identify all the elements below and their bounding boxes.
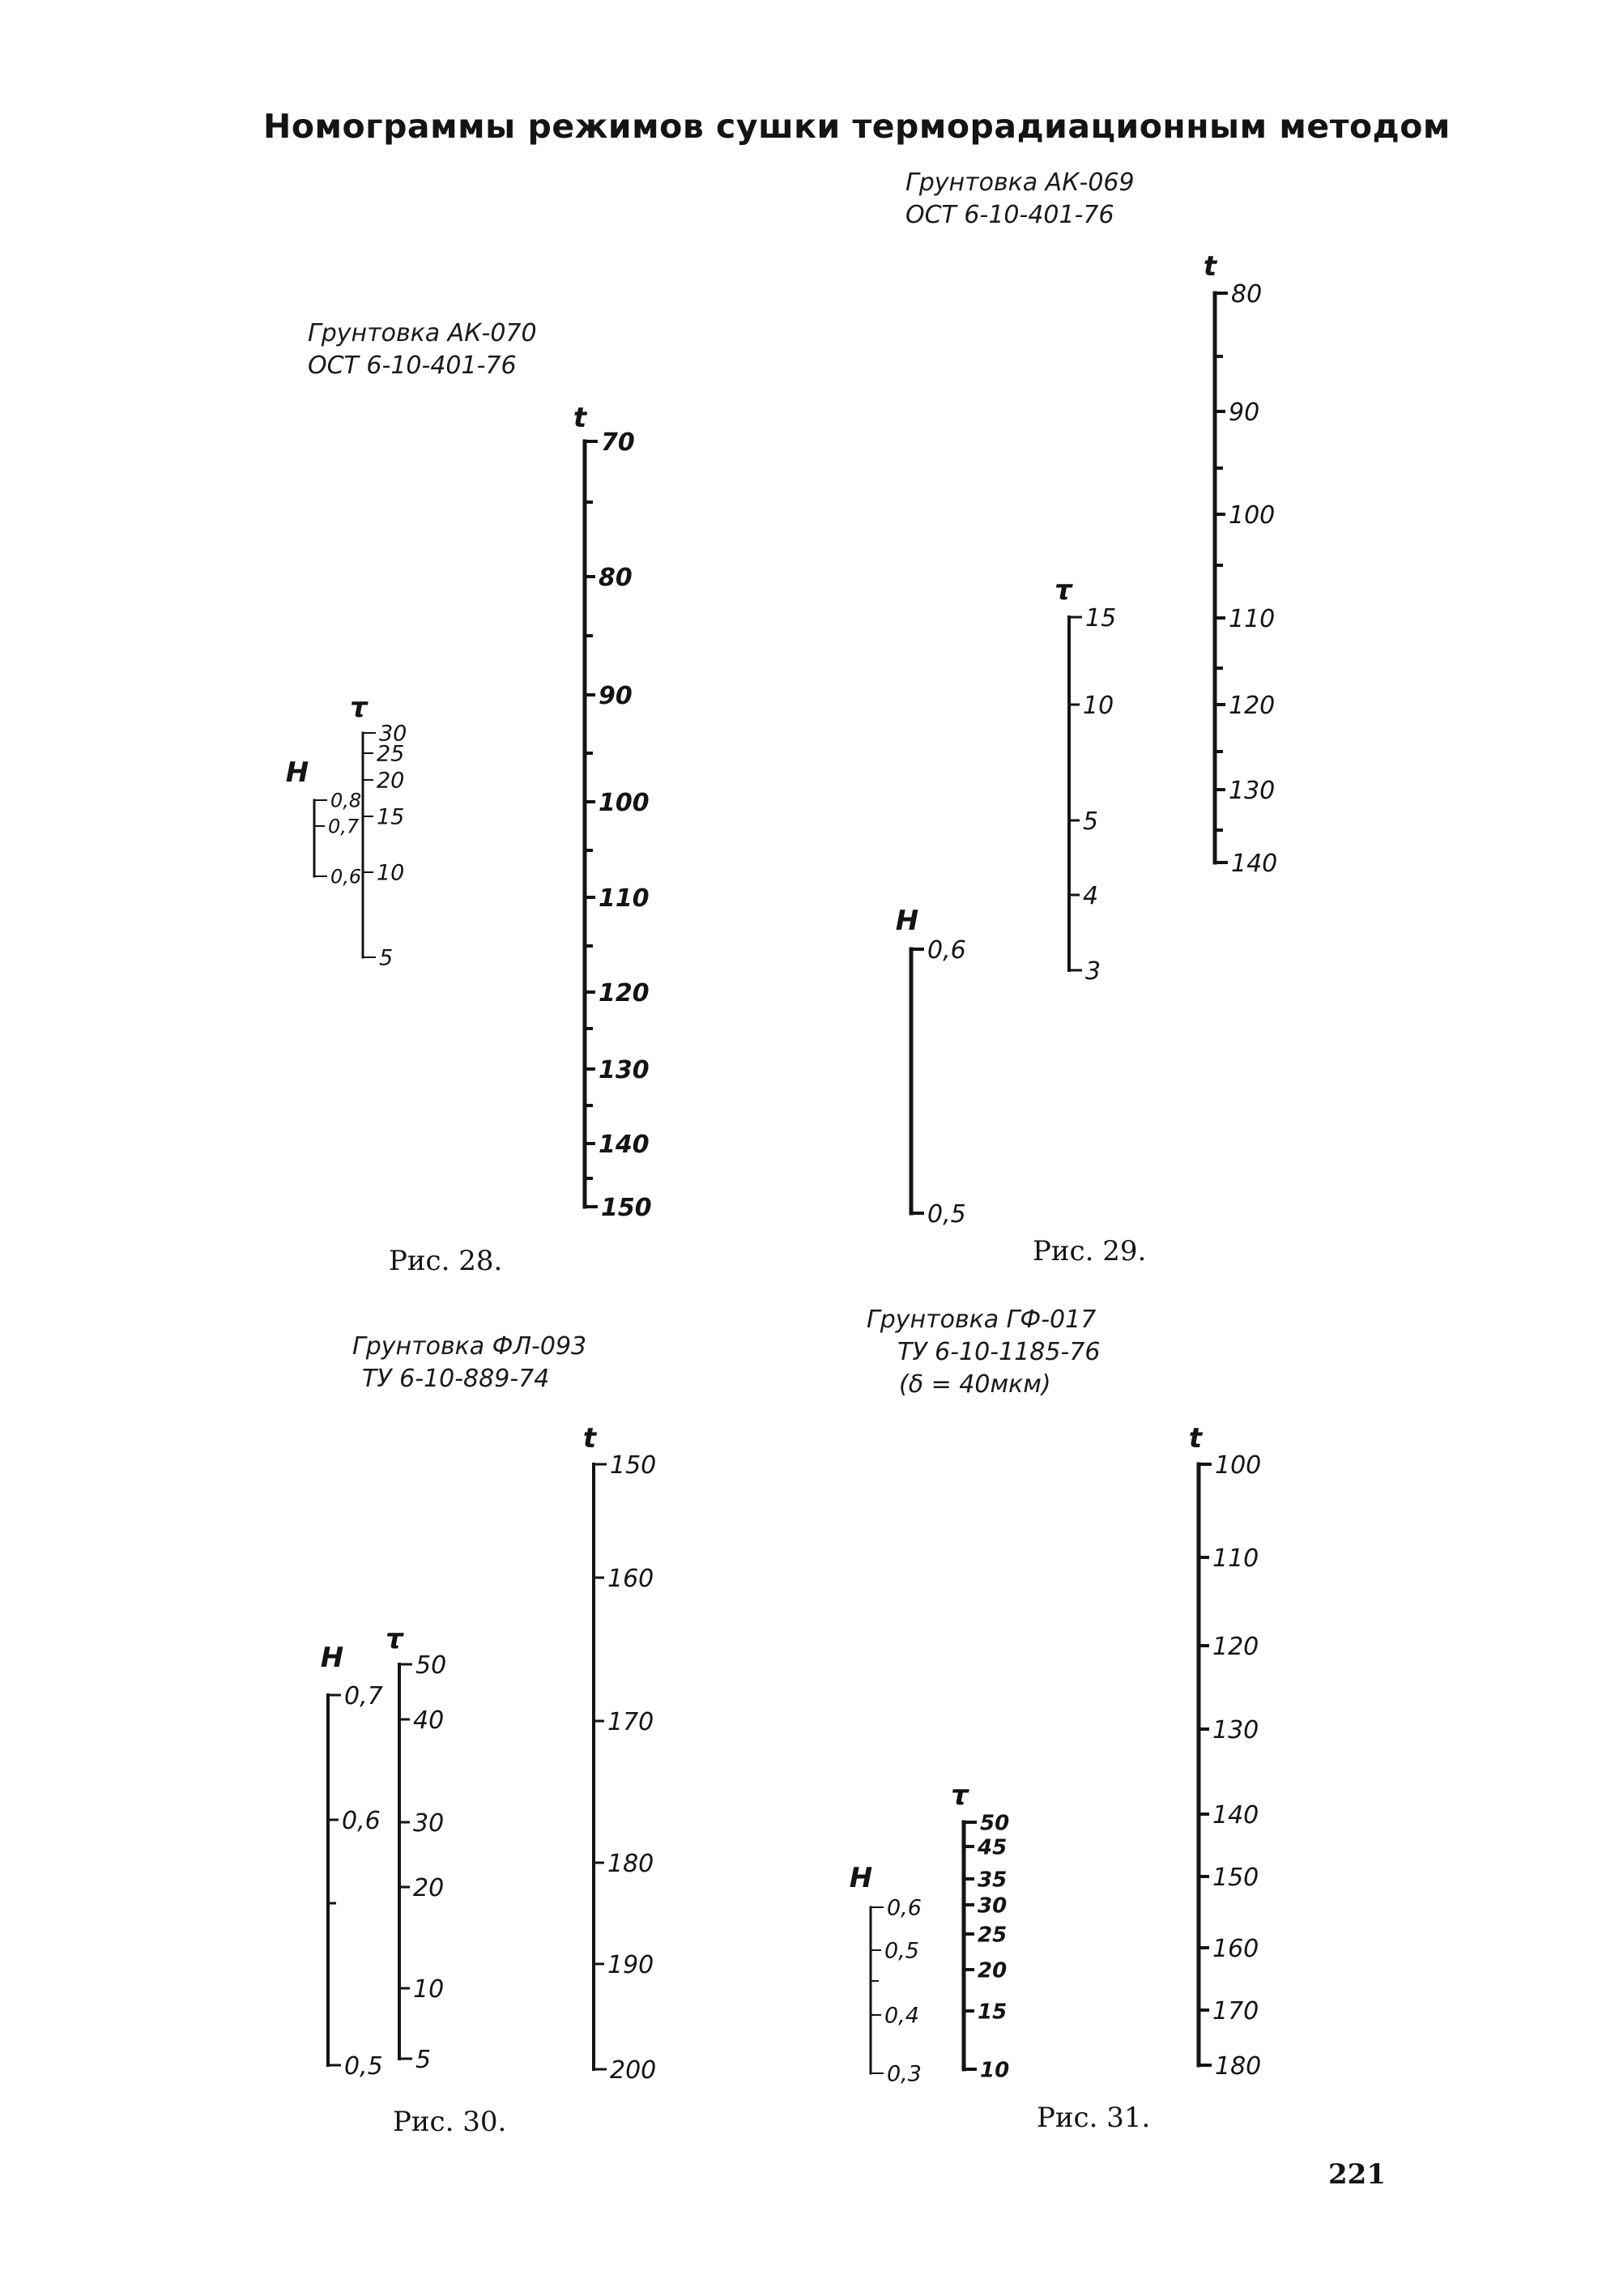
fig31-scale-0-tick-label-4: 140 [1212,1800,1259,1830]
fig31-scale-1-symbol: τ [951,1779,969,1812]
fig30-scale-0-tick-label-3: 180 [607,1849,654,1878]
fig29-scale-2-tick-label-1: 0,5 [927,1199,966,1229]
fig30-scale-0-tick-label-0: 150 [610,1450,657,1480]
fig28-scale-0-tick-label-2: 80 [599,563,633,592]
page-title: Номограммы режимов сушки терморадиационным методом [263,107,1451,146]
fig29-scale-1-tick-label-1: 10 [1083,691,1114,720]
fig28-caption: Рис. 28. [389,1245,503,1277]
fig28-scale-1-tick-label-2: 20 [377,768,405,794]
fig29-subtitle-line-1: Грунтовка АК-069 [905,168,1135,197]
fig31-scale-0-tick-label-1: 110 [1212,1544,1259,1573]
fig31-scale-0-tick-label-5: 150 [1212,1863,1259,1892]
fig31-subtitle-line-3: (δ = 40мкм) [899,1370,1051,1399]
fig31-scale-1-tick-label-0: 50 [980,1811,1010,1836]
fig29-scale-0-tick-label-2: 90 [1229,398,1260,427]
fig31-scale-1-tick-label-5: 20 [978,1958,1008,1983]
fig31-scale-1-tick-label-1: 45 [978,1835,1008,1860]
fig28-scale-1-tick-label-5: 5 [379,945,394,971]
fig28-scale-0-tick-label-0: 70 [601,428,635,457]
fig30-scale-1-tick-label-0: 50 [415,1651,447,1680]
fig29-scale-1-tick-label-3: 4 [1083,881,1099,910]
fig30-scale-1-tick-label-3: 20 [413,1873,445,1902]
fig28-scale-0-tick-label-16: 150 [601,1193,652,1222]
fig29-scale-0-tick-label-4: 100 [1229,501,1276,530]
fig31-subtitle-line-2: ТУ 6-10-1185-76 [897,1338,1101,1366]
fig31-scale-2-tick-label-3: 0,4 [884,2003,919,2029]
fig30-scale-2-tick-label-0: 0,7 [344,1681,383,1710]
fig29-scale-2-symbol: H [895,905,919,937]
fig30-scale-1-tick-label-1: 40 [413,1706,445,1735]
fig31-scale-1-tick-label-3: 30 [978,1893,1008,1919]
fig31-scale-2-tick-label-4: 0,3 [887,2061,922,2087]
fig29-scale-0-tick-label-10: 130 [1229,776,1276,805]
fig28-scale-1-tick-label-0: 30 [379,721,407,747]
page-number: 221 [1328,2158,1386,2191]
fig28-scale-0-symbol: t [573,402,587,434]
fig30-scale-2-symbol: H [320,1642,344,1674]
fig30-caption: Рис. 30. [393,2106,507,2138]
fig30-scale-1-tick-label-5: 5 [415,2045,432,2074]
fig28-scale-0-tick-label-10: 120 [599,978,650,1007]
fig29-caption: Рис. 29. [1033,1235,1147,1267]
fig31-scale-2-symbol: H [849,1862,873,1894]
fig30-scale-2-tick-label-1: 0,6 [342,1806,381,1835]
fig31-scale-0-tick-label-6: 160 [1212,1934,1259,1963]
fig31-scale-2-tick-label-0: 0,6 [887,1895,922,1921]
fig29-scale-1-tick-label-0: 15 [1085,603,1117,633]
fig31-subtitle-line-1: Грунтовка ГФ-017 [867,1306,1097,1334]
fig30-subtitle-line-2: ТУ 6-10-889-74 [362,1365,550,1393]
fig31-scale-1-tick-label-2: 35 [978,1868,1008,1893]
fig29-scale-0-tick-label-0: 80 [1231,279,1263,309]
fig28-scale-2-tick-label-2: 0,6 [330,865,362,888]
fig31-caption: Рис. 31. [1037,2102,1151,2134]
fig29-scale-0-tick-label-8: 120 [1229,691,1276,720]
fig28-subtitle-line-1: Грунтовка АК-070 [308,319,537,347]
fig29-scale-0-tick-label-12: 140 [1231,849,1278,878]
fig29-scale-0-symbol: t [1203,250,1217,283]
fig28-scale-0-tick-label-12: 130 [599,1055,650,1084]
fig30-scale-1-tick-label-4: 10 [413,1974,445,2004]
fig30-scale-0-symbol: t [582,1422,597,1455]
fig30-scale-0-tick-label-5: 200 [610,2055,657,2085]
fig31-scale-0-tick-label-0: 100 [1215,1450,1262,1480]
fig30-scale-1-tick-label-2: 30 [413,1808,445,1838]
fig31-scale-0-tick-label-2: 120 [1212,1632,1259,1661]
fig28-scale-0-tick-label-6: 100 [599,788,650,817]
fig30-scale-0-tick-label-2: 170 [607,1707,654,1736]
fig28-scale-0-tick-label-4: 90 [599,681,633,710]
fig28-scale-0-tick-label-14: 140 [599,1130,650,1159]
fig29-scale-1-tick-label-2: 5 [1083,807,1099,836]
fig30-scale-0-tick-label-4: 190 [607,1950,654,1979]
fig31-scale-0-tick-label-3: 130 [1212,1715,1259,1744]
fig30-scale-0-tick-label-1: 160 [607,1564,654,1593]
fig28-scale-1-symbol: τ [350,692,368,724]
fig29-scale-1-tick-label-4: 3 [1085,956,1101,986]
fig31-scale-0-tick-label-7: 170 [1212,1996,1259,2026]
fig28-scale-0-tick-label-8: 110 [599,884,650,913]
fig31-scale-2-tick-label-1: 0,5 [884,1938,919,1964]
fig31-scale-0-tick-label-8: 180 [1215,2051,1262,2081]
fig28-scale-2-tick-label-0: 0,8 [330,789,362,812]
fig29-scale-0-tick-label-6: 110 [1229,604,1276,633]
fig28-scale-2-symbol: H [285,756,309,789]
fig30-subtitle-line-1: Грунтовка ФЛ-093 [352,1332,587,1361]
fig31-scale-1-tick-label-7: 10 [980,2058,1010,2083]
fig28-scale-1-tick-label-3: 15 [377,804,405,830]
fig31-scale-1-tick-label-6: 15 [978,2000,1008,2025]
fig28-scale-1-tick-label-4: 10 [377,860,405,886]
fig28-scale-2-tick-label-1: 0,7 [328,815,360,838]
fig29-subtitle-line-2: ОСТ 6-10-401-76 [905,201,1114,229]
fig29-scale-1-symbol: τ [1055,574,1072,607]
fig28-scale-1-tick-label-1: 25 [377,741,405,767]
fig28-subtitle-line-2: ОСТ 6-10-401-76 [308,351,517,380]
fig31-scale-0-symbol: t [1188,1422,1203,1455]
fig30-scale-2-tick-label-3: 0,5 [344,2051,383,2081]
fig31-scale-1-tick-label-4: 25 [978,1923,1008,1948]
fig29-scale-2-tick-label-0: 0,6 [927,935,966,965]
fig30-scale-1-symbol: τ [386,1623,403,1655]
